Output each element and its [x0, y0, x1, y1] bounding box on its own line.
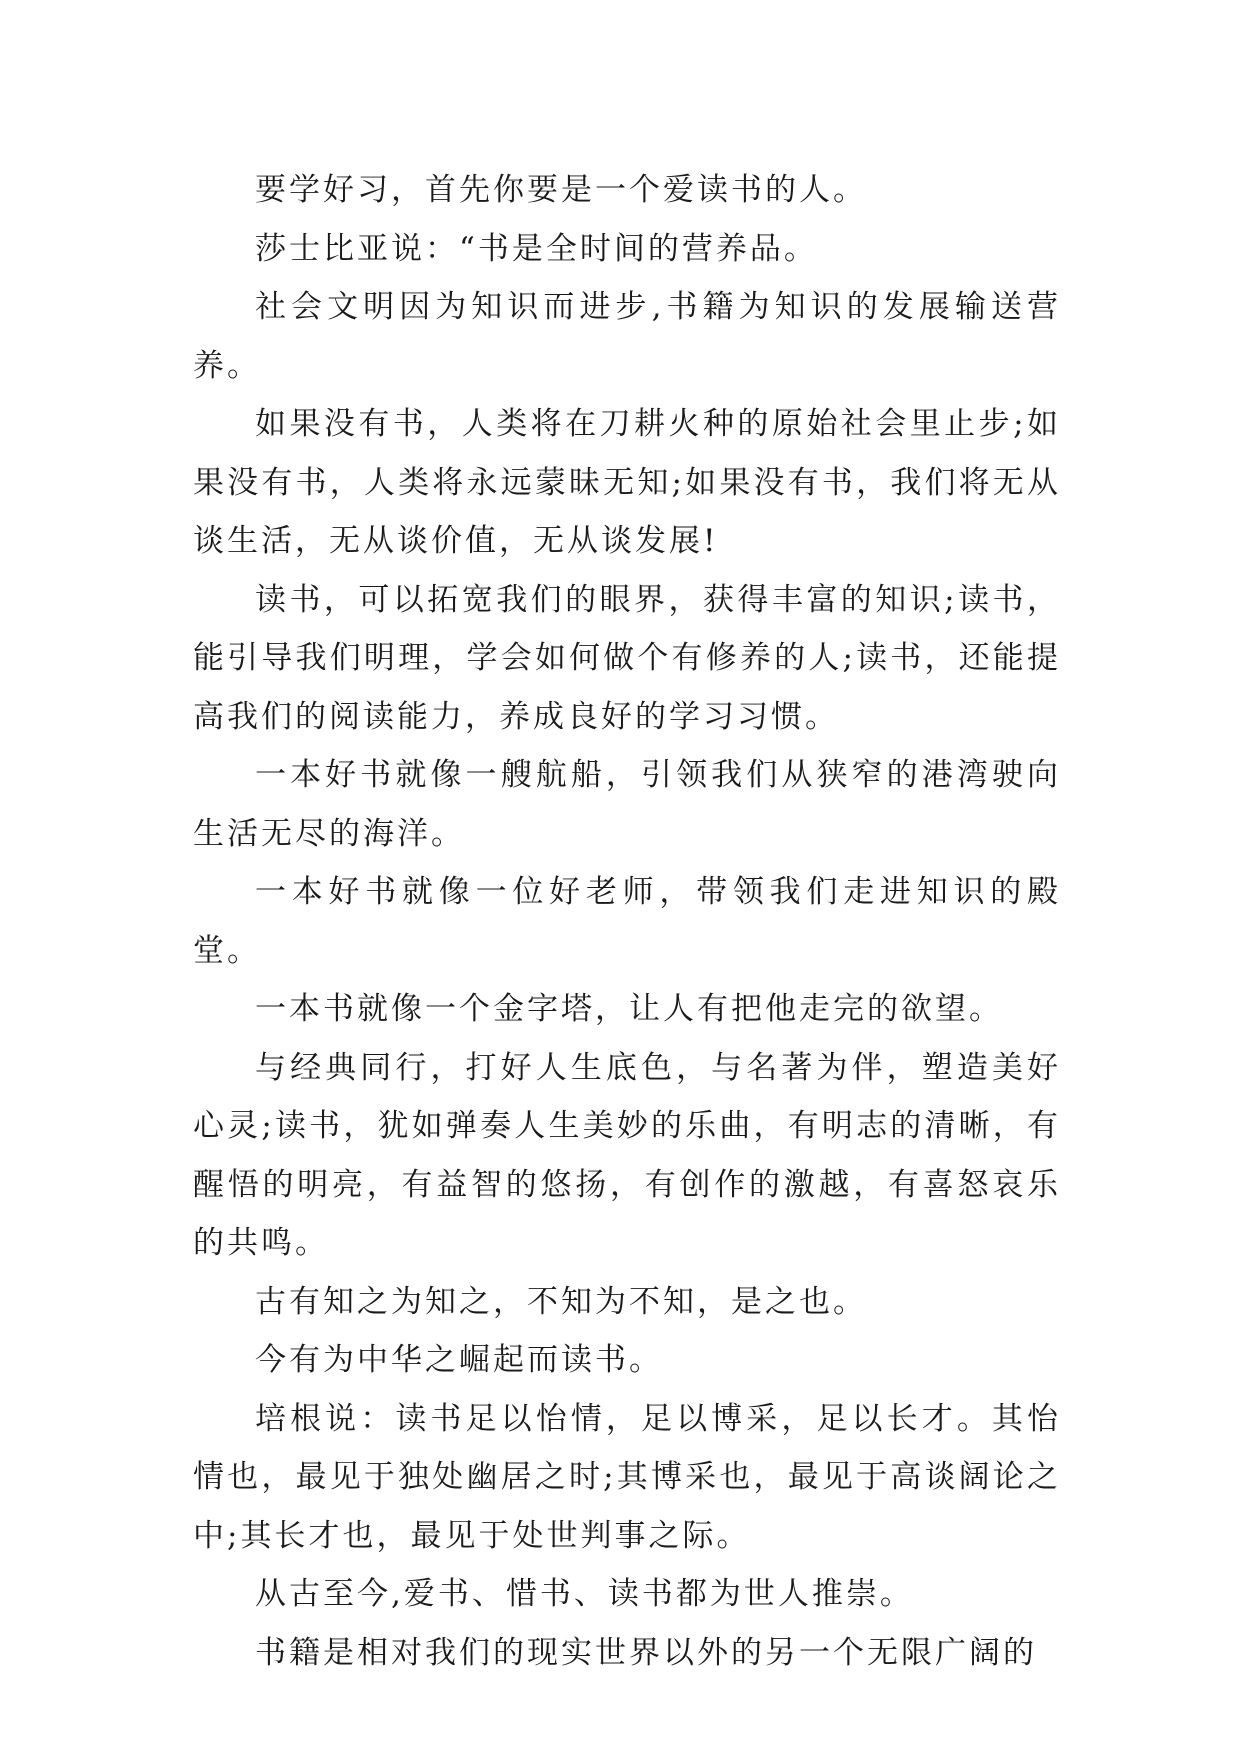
paragraph: 培根说：读书足以怡情，足以博采，足以长才。其怡情也，最见于独处幽居之时;其博采也，最见于高谈阔论之中;其长才也，最见于处世判事之际。	[193, 1400, 1061, 1554]
paragraph: 社会文明因为知识而进步,书籍为知识的发展输送营养。	[193, 289, 1061, 384]
paragraph: 从古至今,爱书、惜书、读书都为世人推崇。	[255, 1576, 914, 1612]
paragraph: 一本好书就像一位好老师，带领我们走进知识的殿堂。	[193, 874, 1061, 969]
paragraph: 书籍是相对我们的现实世界以外的另一个无限广阔的	[255, 1634, 1037, 1671]
paragraph: 与经典同行，打好人生底色，与名著为伴，塑造美好心灵;读书，犹如弹奏人生美妙的乐曲，有明志的清晰，有醒悟的明亮，有益智的悠扬，有创作的激越，有喜怒哀乐的共鸣。	[193, 1049, 1061, 1261]
paragraph: 要学好习，首先你要是一个爱读书的人。	[255, 172, 867, 208]
paragraph: 一本书就像一个金字塔，让人有把他走完的欲望。	[255, 991, 1003, 1027]
paragraph: 一本好书就像一艘航船，引领我们从狭窄的港湾驶向生活无尽的海洋。	[193, 757, 1061, 852]
paragraph: 如果没有书，人类将在刀耕火种的原始社会里止步;如果没有书，人类将永远蒙昧无知;如果没有书，我们将无从谈生活，无从谈价值，无从谈发展!	[193, 406, 1061, 559]
paragraph: 古有知之为知之，不知为不知，是之也。	[255, 1283, 867, 1320]
paragraph: 莎士比亚说：“书是全时间的营养品。	[255, 230, 818, 267]
paragraph: 读书，可以拓宽我们的眼界，获得丰富的知识;读书，能引导我们明理，学会如何做个有修养的人;读书，还能提高我们的阅读能力，养成良好的学习习惯。	[193, 581, 1061, 735]
paragraph: 今有为中华之崛起而读书。	[255, 1342, 663, 1378]
document-body	[193, 161, 1061, 1682]
